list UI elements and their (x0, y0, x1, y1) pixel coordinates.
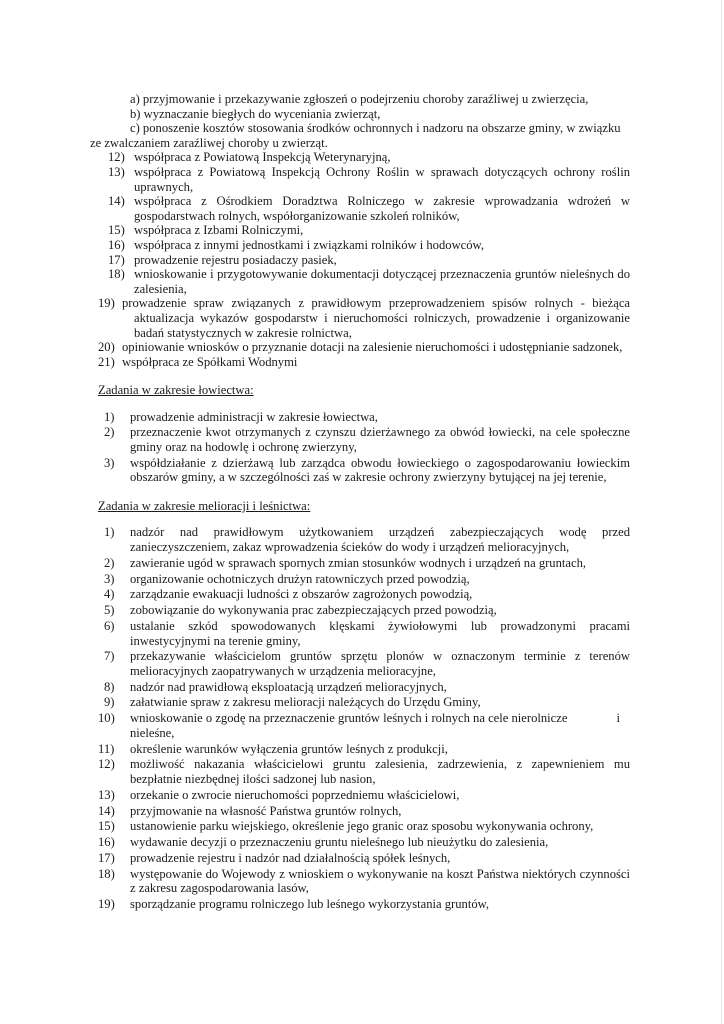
list-item (98, 788, 630, 803)
page-edge-shadow (721, 0, 722, 1024)
item-text: ustanowienie parku wiejskiego, określenie jego granic oraz sposobu wykonywania ochrony, (130, 819, 594, 834)
item-text: opiniowanie wniosków o przyznanie dotacji na zalesienie nieruchomości i udostępnianie sadzonek, (122, 340, 623, 355)
item-number: 21) (98, 354, 115, 369)
item-number: 10) (98, 711, 115, 726)
list-item (98, 340, 630, 355)
item-number: 11) (98, 741, 115, 756)
list-item (102, 165, 630, 194)
item-text: współpraca z innymi jednostkami i związkami rolników i hodowców, (134, 237, 484, 252)
item-text: współpraca z Ośrodkiem Doradztwa Rolniczego w zakresie wprowadzania wdrożeń w (134, 194, 630, 209)
item-number: 1) (104, 409, 115, 424)
item-text-cont: nieleśne, (130, 725, 175, 740)
item-number: 5) (104, 603, 115, 618)
item-number: 18) (98, 866, 115, 881)
list-item (98, 680, 630, 695)
list-item (102, 223, 630, 238)
item-text: współpraca z Powiatową Inspekcją Ochrony Roślin w sprawach dotyczących ochrony roślin (134, 164, 630, 179)
item-text: nadzór nad prawidłowym użytkowaniem urządzeń zabezpieczających wodę przed (130, 525, 630, 540)
item-text: sporządzanie programu rolniczego lub leśnego wykorzystania gruntów, (130, 897, 490, 912)
section-heading: Zadania w zakresie łowiectwa: (98, 383, 254, 398)
item-text: przekazywanie właścicielom gruntów sprzętu plonów w oznaczonym terminie z terenów (130, 649, 630, 664)
sub-item-b: b) wyznaczanie biegłych do wyceniania zwierząt, (130, 106, 381, 121)
item-text-cont: melioracyjnych zaopatrywanych w urządzenia melioracyjne, (130, 663, 436, 678)
list-item (102, 238, 630, 253)
list-item (98, 525, 630, 554)
item-number: 20) (98, 340, 115, 355)
list-item (98, 867, 630, 896)
item-text-cont: bezpłatnie niezbędnej ilości sadzonej lub nasion, (130, 772, 376, 786)
item-number: 17) (108, 252, 125, 267)
document-body (90, 92, 630, 913)
item-text: załatwianie spraw z zakresu melioracji należących do Urzędu Gminy, (130, 695, 481, 710)
item-number: 13) (108, 164, 125, 179)
item-text-cont: badań statystycznych w zakresie rolnictwa, (134, 325, 352, 340)
sub-item-a: a) przyjmowanie i przekazywanie zgłoszeń o podejrzeniu choroby zaraźliwej u zwierzęcia, (130, 92, 589, 106)
list-item (98, 354, 630, 370)
item-number: 19) (98, 897, 115, 912)
list-item (98, 804, 630, 819)
list-item (98, 556, 630, 571)
item-number: 18) (108, 267, 125, 282)
item-number: 15) (108, 223, 125, 238)
item-number: 12) (98, 757, 115, 772)
item-text: występowanie do Wojewody z wnioskiem o wykonywanie na koszt Państwa niektórych czynności (130, 866, 630, 881)
item-number: 19) (98, 296, 115, 311)
item-text: zarządzanie ewakuacji ludności z obszarów zagrożonych powodzią, (130, 587, 473, 602)
item-text: możliwość nakazania właścicielowi gruntu zalesienia, zadrzewienia, z zapewnieniem mu (130, 757, 630, 772)
list-item (98, 711, 630, 740)
item-number: 9) (104, 695, 115, 710)
item-text-cont: gminy oraz na hodowlę i ochronę zwierzyny, (130, 440, 357, 455)
item-number: 6) (104, 618, 115, 633)
item-text-cont: zanieczyszczeniem, zakaz wprowadzenia ścieków do wody i urządzeń melioracyjnych, (130, 540, 570, 555)
item-text-cont: z zakresu zagospodarowania lasów, (130, 881, 309, 896)
item-text: orzekanie o zwrocie nieruchomości poprzedniemu właścicielowi, (130, 787, 460, 802)
list-item (98, 410, 630, 425)
item-text: współpraca ze Spółkami Wodnymi (122, 354, 298, 369)
item-text: przeznaczenie kwot otrzymanych z czynszu dzierżawnego za obwód łowiecki, na cele społeczne (130, 425, 630, 440)
item-text-tail: i (616, 711, 620, 726)
item-number: 16) (98, 835, 115, 850)
list-item (98, 897, 630, 912)
item-number: 2) (104, 425, 115, 440)
item-text: współdziałanie z dzierżawą lub zarządca obwodu łowieckiego o zagospodarowaniu łowieckim (130, 455, 630, 470)
item-text: współpraca z Powiatową Inspekcją Weterynaryjną, (134, 150, 391, 165)
item-text-cont: zalesienia, (134, 281, 187, 296)
list-item (98, 456, 630, 485)
item-number: 7) (104, 649, 115, 664)
item-number: 8) (104, 679, 115, 694)
item-text: współpraca z Izbami Rolniczymi, (134, 223, 304, 238)
list-item (98, 425, 630, 454)
list-item (98, 835, 630, 850)
block-continuation (90, 92, 630, 369)
list-item (98, 757, 630, 786)
item-text: określenie warunków wyłączenia gruntów leśnych z produkcji, (130, 741, 448, 756)
section-heading: Zadania w zakresie melioracji i leśnictwa: (98, 498, 311, 513)
item-number: 3) (104, 455, 115, 470)
list-item (102, 194, 630, 223)
item-text: zawieranie ugód w sprawach spornych zmian stosunków wodnych i urządzeń na gruntach, (130, 555, 587, 570)
list-item (102, 267, 630, 296)
item-text: prowadzenie spraw związanych z prawidłowym przeprowadzeniem spisów rolnych - bieżąca (122, 296, 630, 311)
section-hunting (98, 383, 630, 485)
item-text: wnioskowanie i przygotowywanie dokumentacji dotyczącej przeznaczenia gruntów nieleśnych do (134, 267, 630, 282)
list-item (98, 851, 630, 866)
sub-item-c-line2: ze zwalczaniem zaraźliwej choroby u zwierząt. (90, 135, 328, 150)
list-item (98, 296, 630, 340)
list-item (98, 603, 630, 618)
item-text: zobowiązanie do wykonywania prac zabezpieczających przed powodzią, (130, 603, 497, 618)
item-number: 4) (104, 587, 115, 602)
item-number: 14) (98, 803, 115, 818)
item-number: 13) (98, 787, 115, 802)
item-text-cont: gospodarstwach rolnych, współorganizowanie szkoleń rolników, (134, 208, 460, 223)
item-text: przyjmowanie na własność Państwa gruntów rolnych, (130, 803, 402, 818)
list-item (102, 150, 630, 165)
list-item (98, 587, 630, 602)
item-number: 15) (98, 819, 115, 834)
item-number: 3) (104, 571, 115, 586)
item-number: 2) (104, 555, 115, 570)
item-number: 12) (108, 150, 125, 165)
item-text: prowadzenie rejestru i nadzór nad działalnością spółek leśnych, (130, 850, 451, 865)
item-text: wydawanie decyzji o przeznaczeniu gruntu nieleśnego lub nieużytku do zalesienia, (130, 835, 549, 850)
sub-item-c-line1: c) ponoszenie kosztów stosowania środków ochronnych i nadzoru na obszarze gminy, w związku (130, 121, 621, 136)
list-item (98, 695, 630, 710)
item-text: nadzór nad prawidłową eksploatacją urządzeń melioracyjnych, (130, 679, 447, 694)
list-item (98, 649, 630, 678)
item-text-cont: obszarów gminy, a w szczególności zaś w zakresie ochrony zwierzyny bytującej na jej terenie, (130, 470, 607, 485)
item-text: organizowanie ochotniczych drużyn ratowniczych przed powodzią, (130, 571, 470, 586)
list-item (98, 619, 630, 648)
item-number: 16) (108, 237, 125, 252)
list-item (98, 572, 630, 587)
list-item (98, 819, 630, 834)
list-item (98, 742, 630, 757)
item-text: wnioskowanie o zgodę na przeznaczenie gruntów leśnych i rolnych na cele nierolnicze (130, 711, 568, 726)
item-text-cont: uprawnych, (134, 179, 194, 194)
item-text-cont: inwestycyjnymi na terenie gminy, (130, 633, 301, 648)
item-number: 14) (108, 194, 125, 209)
item-number: 17) (98, 850, 115, 865)
item-text: prowadzenie rejestru posiadaczy pasiek, (134, 252, 337, 267)
item-text-cont: aktualizacja wykazów gospodarstw i nieruchomości rolniczych, prowadzenie i organizowanie (134, 310, 630, 325)
item-text: prowadzenie administracji w zakresie łowiectwa, (130, 409, 378, 424)
list-item (102, 253, 630, 268)
item-number: 1) (104, 525, 115, 540)
item-text: ustalanie szkód spowodowanych klęskami żywiołowymi lub prowadzonymi pracami (130, 618, 630, 633)
section-melioration (98, 499, 630, 912)
